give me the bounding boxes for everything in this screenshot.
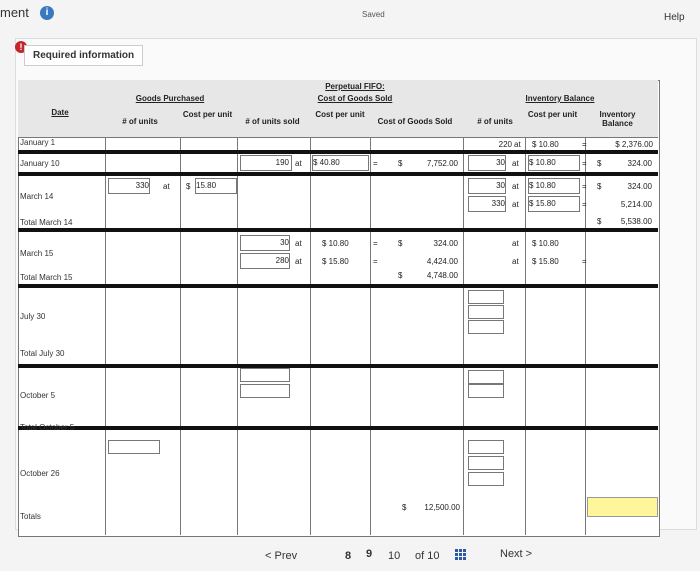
jul30-units3-input[interactable]: [468, 320, 504, 334]
mar15-sold2-input[interactable]: 280: [240, 253, 290, 269]
dollar-label: $: [398, 159, 403, 168]
jan10-inv-cpu-input[interactable]: $ 10.80: [528, 155, 580, 171]
jan10-cpu-input[interactable]: $ 40.80: [312, 155, 369, 171]
col-divider: [310, 137, 311, 535]
mar15-inv-cpu2: $ 15.80: [532, 257, 559, 266]
oct5-units2-input[interactable]: [468, 384, 504, 398]
page-10-link[interactable]: 10: [388, 550, 401, 562]
jan10-sold-input[interactable]: 190: [240, 155, 292, 171]
col-divider: [525, 137, 526, 535]
cogs-header: Cost of Goods Sold: [317, 94, 393, 103]
jan1-cpu: $ 10.80: [532, 140, 559, 149]
cost-per-unit-header: Cost per unit: [182, 110, 233, 119]
oct26-units2-input[interactable]: [468, 456, 504, 470]
dollar-label: $: [597, 159, 602, 168]
dollar-label: $: [402, 503, 407, 512]
page-8-link[interactable]: 8: [345, 550, 352, 562]
jul30-units2-input[interactable]: [468, 305, 504, 319]
row-label-total-mar14: Total March 14: [20, 218, 73, 227]
jul30-units-input[interactable]: [468, 290, 504, 304]
equals-label: =: [373, 159, 378, 168]
col-divider: [370, 137, 371, 535]
at-label: at: [512, 182, 519, 191]
inv-balance-header: Inventory Balance: [599, 110, 636, 128]
page-count: of 10: [415, 550, 440, 562]
at-label: at: [295, 257, 302, 266]
col-divider: [180, 137, 181, 535]
perpetual-fifo-table: [18, 80, 660, 537]
alert-icon: !: [15, 41, 27, 53]
at-label: at: [512, 257, 519, 266]
dollar-label: $: [398, 271, 403, 280]
equals-label: =: [373, 257, 378, 266]
mar14-purch-cpu-input[interactable]: 15.80: [195, 178, 237, 194]
row-separator: [18, 150, 658, 154]
inv-num-units-header: # of units: [477, 117, 513, 126]
row-label-jul30: July 30: [20, 312, 46, 321]
info-icon[interactable]: i: [40, 6, 54, 20]
jan10-units-input[interactable]: 30: [468, 155, 506, 171]
num-units-header: # of units: [122, 117, 158, 126]
grid-icon[interactable]: [455, 549, 467, 561]
equals-label: =: [582, 140, 587, 149]
date-header: Date: [51, 108, 69, 117]
help-link[interactable]: Help: [664, 12, 685, 23]
total-mar14-balance: 5,538.00: [620, 217, 652, 226]
col-divider: [237, 137, 238, 535]
mar15-cpu2: $ 15.80: [322, 257, 349, 266]
oct5-units-input[interactable]: [468, 370, 504, 384]
row-separator: [18, 364, 658, 368]
oct5-sold-input[interactable]: [240, 368, 290, 382]
next-button[interactable]: Next >: [500, 548, 533, 560]
at-label: at: [512, 159, 519, 168]
row-label-totals: Totals: [20, 512, 41, 521]
at-label: at: [512, 200, 519, 209]
page-9-link[interactable]: 9: [366, 548, 373, 560]
top-bar: [0, 0, 700, 30]
mar15-cogs2: 4,424.00: [426, 257, 458, 266]
row-label-mar14: March 14: [20, 192, 54, 201]
row-separator: [18, 426, 658, 430]
mar14-cpu1-input[interactable]: $ 10.80: [528, 178, 580, 194]
inv-cost-per-unit-header: Cost per unit: [527, 110, 578, 119]
mar14-purch-units-input[interactable]: 330: [108, 178, 150, 194]
cogs-col-header: Cost of Goods Sold: [377, 117, 453, 126]
mar15-cogs1: 324.00: [433, 239, 458, 248]
row-separator: [18, 172, 658, 176]
row-label-jan1: January 1: [20, 138, 56, 147]
jan10-cogs: 7,752.00: [426, 159, 458, 168]
oct26-units3-input[interactable]: [468, 472, 504, 486]
jan1-balance: $ 2,376.00: [615, 140, 653, 149]
equals-label: =: [582, 200, 587, 209]
oct26-purch-input[interactable]: [108, 440, 160, 454]
required-tab[interactable]: Required information: [24, 45, 143, 66]
perpetual-title: Perpetual FIFO:: [325, 82, 385, 91]
mar14-balance2: 5,214.00: [620, 200, 652, 209]
equals-label: =: [582, 257, 587, 266]
at-label: at: [295, 159, 302, 168]
units-sold-header: # of units sold: [245, 117, 300, 126]
row-separator: [18, 284, 658, 288]
oct26-units-input[interactable]: [468, 440, 504, 454]
row-label-oct5: October 5: [20, 391, 56, 400]
mar14-units2-input[interactable]: 330: [468, 196, 506, 212]
dollar-label: $: [597, 217, 602, 226]
equals-label: =: [373, 239, 378, 248]
row-label-total-jul30: Total July 30: [20, 349, 65, 358]
inventory-balance-header: Inventory Balance: [525, 94, 595, 103]
at-label: at: [295, 239, 302, 248]
saved-status: Saved: [362, 10, 385, 19]
equals-label: =: [582, 159, 587, 168]
totals-balance-input[interactable]: [587, 497, 658, 517]
col-divider: [105, 137, 106, 535]
mar14-balance1: 324.00: [627, 182, 652, 191]
goods-purchased-header: Goods Purchased: [135, 94, 205, 103]
row-label-total-oct5: Total October 5: [20, 423, 75, 432]
oct5-sold2-input[interactable]: [240, 384, 290, 398]
totals-cogs: 12,500.00: [424, 503, 460, 512]
mar15-cpu1: $ 10.80: [322, 239, 349, 248]
row-label-oct26: October 26: [20, 469, 60, 478]
prev-button[interactable]: < Prev: [265, 550, 298, 562]
assignment-title: ment: [0, 5, 29, 20]
mar15-inv-cpu1: $ 10.80: [532, 239, 559, 248]
mar14-cpu2-input[interactable]: $ 15.80: [528, 196, 580, 212]
at-label: at: [512, 239, 519, 248]
row-label-jan10: January 10: [20, 159, 60, 168]
jan1-units: 220: [498, 140, 512, 149]
row-label-total-mar15: Total March 15: [20, 273, 73, 282]
equals-label: =: [582, 182, 587, 191]
mar15-sold1-input[interactable]: 30: [240, 235, 290, 251]
cost-per-unit2-header: Cost per unit: [315, 110, 365, 119]
col-divider: [585, 137, 586, 535]
at-label: at: [514, 140, 521, 149]
dollar-label: $: [186, 182, 191, 191]
row-separator: [18, 228, 658, 232]
mar14-units1-input[interactable]: 30: [468, 178, 506, 194]
total-mar15-cogs: 4,748.00: [426, 271, 458, 280]
col-divider: [463, 137, 464, 535]
jan10-balance: 324.00: [627, 159, 652, 168]
at-label: at: [163, 182, 170, 191]
dollar-label: $: [398, 239, 403, 248]
row-label-mar15: March 15: [20, 249, 54, 258]
dollar-label: $: [597, 182, 602, 191]
